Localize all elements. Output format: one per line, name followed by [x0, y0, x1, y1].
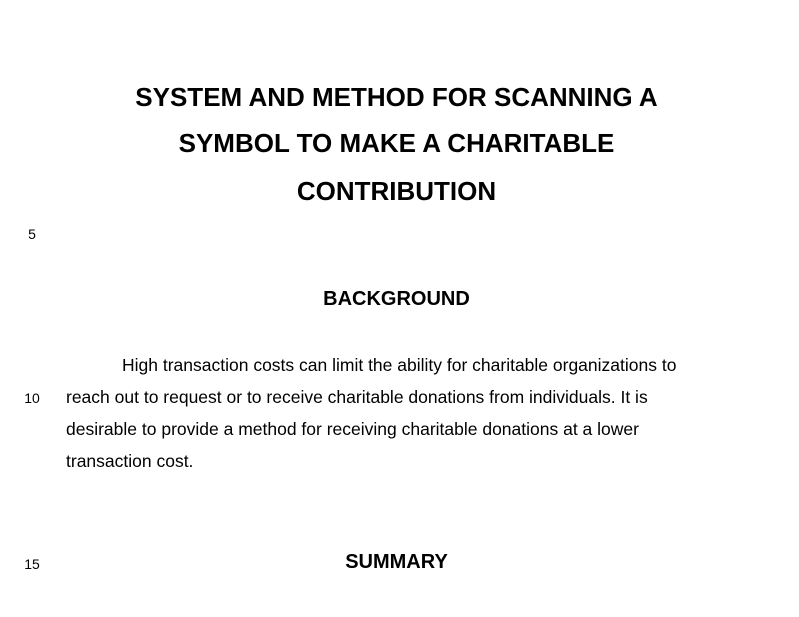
background-paragraph-line-1: High transaction costs can limit the ability for charitable organizations to — [122, 355, 677, 375]
title-line-2: SYMBOL TO MAKE A CHARITABLE — [178, 128, 615, 158]
summary-heading: SUMMARY — [345, 551, 448, 573]
title-line-3: CONTRIBUTION — [296, 176, 497, 206]
background-paragraph-line-3: desirable to provide a method for receiving charitable donations at a lower — [66, 419, 639, 439]
line-number-10: 10 — [24, 390, 40, 406]
title-line-1: SYSTEM AND METHOD FOR SCANNING A — [135, 82, 658, 112]
background-heading: BACKGROUND — [323, 288, 470, 310]
background-paragraph-line-4: transaction cost. — [66, 451, 194, 471]
background-paragraph-line-2: reach out to request or to receive charitable donations from individuals. It is — [66, 387, 648, 407]
line-number-5: 5 — [28, 226, 36, 242]
line-number-15: 15 — [24, 556, 40, 572]
